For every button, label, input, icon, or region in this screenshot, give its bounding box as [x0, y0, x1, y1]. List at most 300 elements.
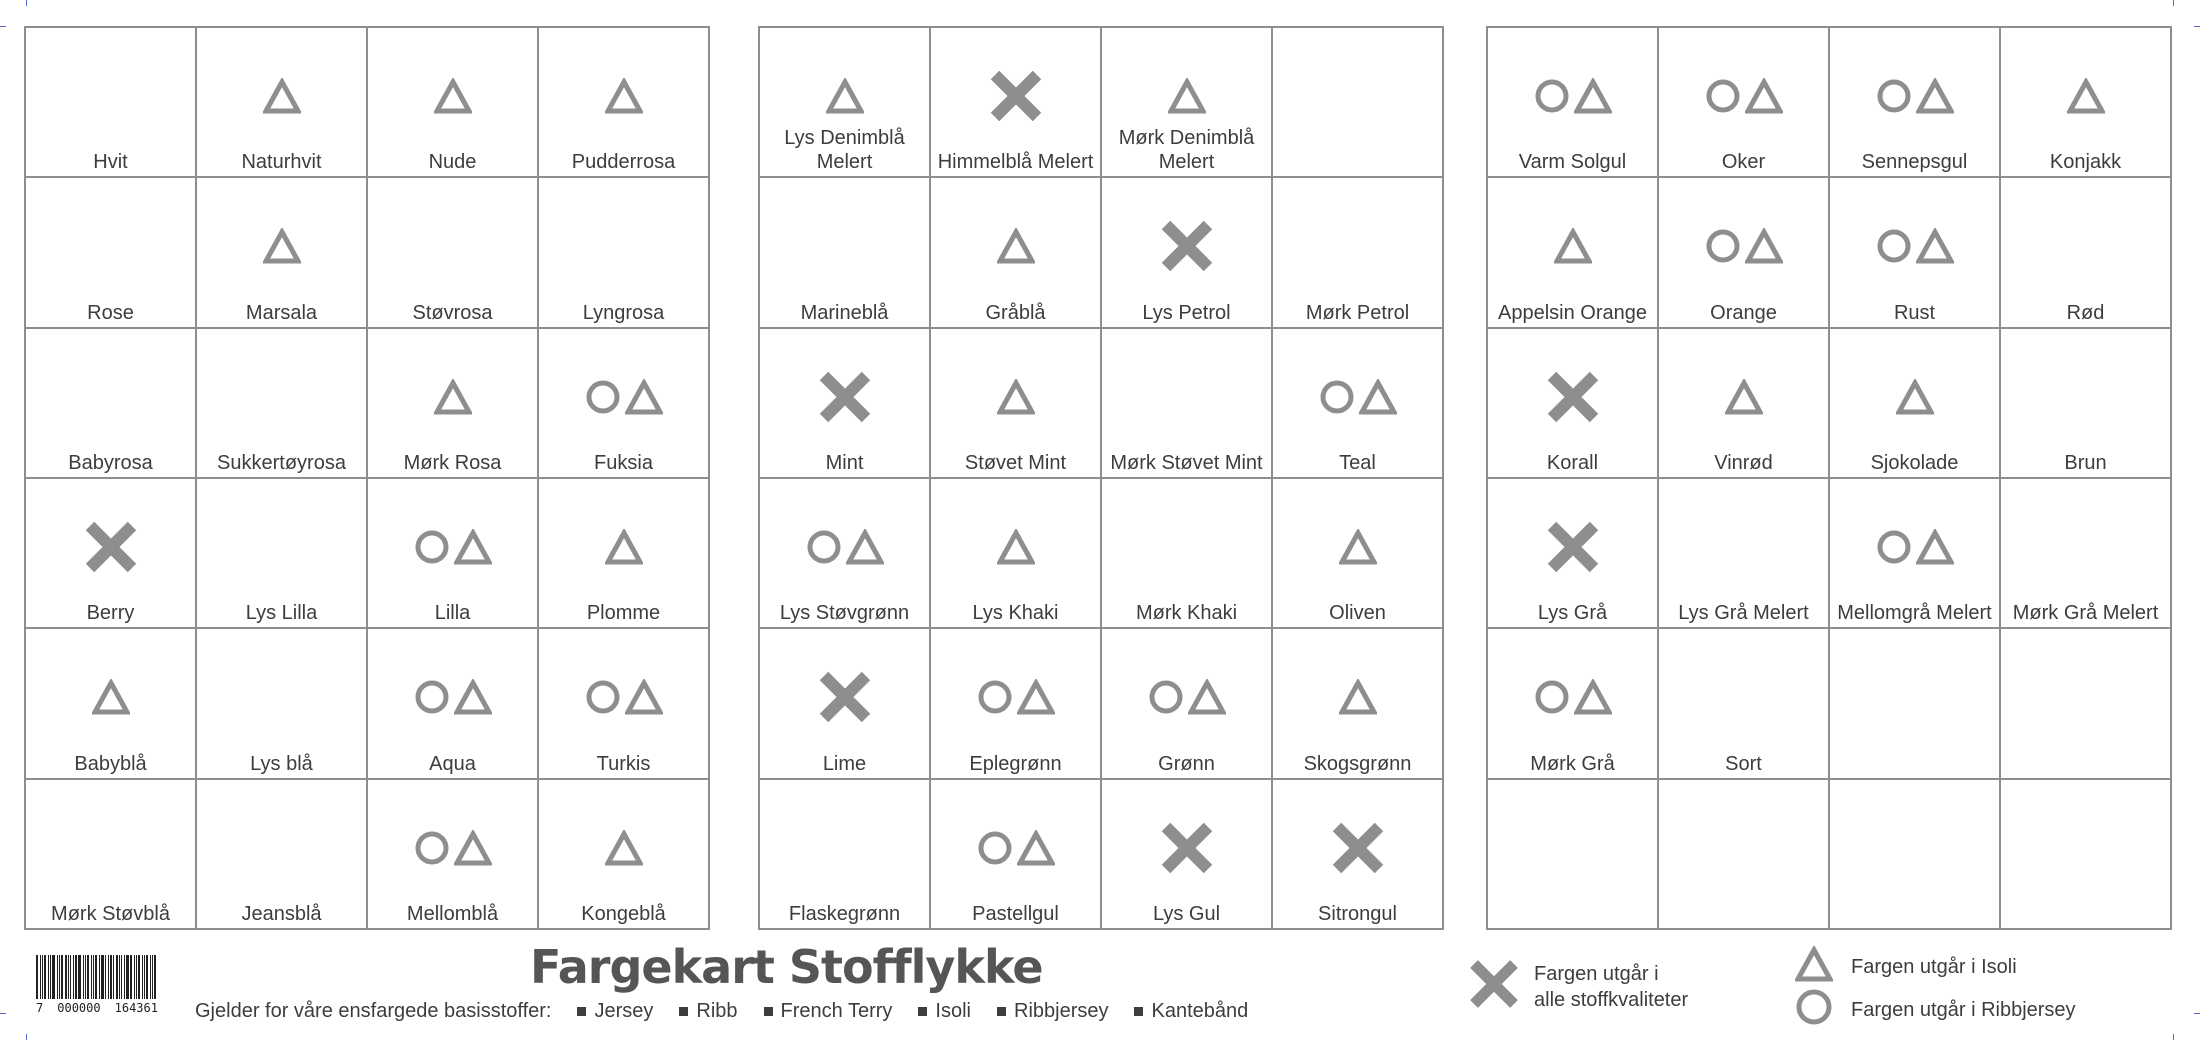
color-cell [197, 28, 368, 178]
color-name: Oker [1721, 151, 1766, 174]
barcode-bar [134, 955, 135, 999]
circle-icon [585, 679, 621, 715]
barcode-bar [48, 955, 49, 999]
color-name: Nude [428, 151, 477, 174]
color-cell [26, 28, 197, 178]
color-name: Mørk Rosa [403, 451, 502, 474]
fabric-item [1134, 1000, 1248, 1023]
color-cell [1102, 780, 1273, 930]
triangle-icon [1916, 228, 1954, 264]
barcode-bar [119, 955, 120, 999]
barcode-bar [65, 955, 67, 999]
color-name: Appelsin Orange [1498, 301, 1647, 324]
circle-icon [414, 679, 450, 715]
x-icon [931, 68, 1100, 124]
crop-mark [0, 26, 6, 27]
color-cell [760, 28, 931, 178]
color-cell [1273, 178, 1444, 328]
color-cell [931, 178, 1102, 328]
triangle-icon [931, 519, 1100, 575]
legend-triangle [1795, 946, 2017, 988]
circle-icon [585, 379, 621, 415]
color-name: Sukkertøyrosa [217, 451, 346, 474]
color-name: Mørk Petrol [1305, 301, 1410, 324]
color-cell [1273, 629, 1444, 779]
barcode-bar [68, 955, 69, 999]
barcode-bar [108, 955, 109, 999]
color-name: Lys Grå [1537, 602, 1608, 625]
color-name: Jeansblå [241, 902, 322, 925]
x-icon [1488, 369, 1657, 425]
color-cell [26, 178, 197, 328]
color-name: Naturhvit [241, 151, 322, 174]
circle-triangle-icon [539, 669, 708, 725]
barcode-bar [95, 955, 97, 999]
color-name: Mørk Grå [1530, 752, 1615, 775]
triangle-icon [1574, 78, 1612, 114]
fabric-label: Jersey [594, 1000, 654, 1022]
color-cell [197, 178, 368, 328]
color-cell [1830, 178, 2001, 328]
x-icon [760, 369, 929, 425]
circle-icon [414, 529, 450, 565]
color-name: Babyblå [74, 752, 147, 775]
barcode-bars [36, 955, 158, 999]
color-name: Lilla [434, 602, 471, 625]
color-name: Korall [1546, 451, 1599, 474]
barcode-bar [146, 955, 148, 999]
fabric-item [577, 1000, 653, 1023]
color-name: Pastellgul [972, 902, 1059, 925]
barcode-bar [87, 955, 89, 999]
triangle-icon [539, 68, 708, 124]
triangle-icon [26, 669, 195, 725]
color-cell [1830, 329, 2001, 479]
legend-circle-text: Fargen utgår i Ribbjersey [1851, 998, 2076, 1021]
circle-icon [1534, 78, 1570, 114]
color-cell [1830, 629, 2001, 779]
page-title: Fargekart Stofflykke [530, 940, 1043, 994]
barcode-bar [57, 955, 58, 999]
crop-mark [26, 0, 27, 6]
triangle-icon [368, 68, 537, 124]
color-name: Berry [86, 602, 135, 625]
color-grid-3 [1486, 26, 2172, 930]
color-name: Lys Støvgrønn [779, 602, 910, 625]
color-cell [760, 780, 931, 930]
legend-x [1468, 958, 1688, 1016]
circle-triangle-icon [931, 669, 1100, 725]
crop-mark [2194, 1013, 2200, 1014]
circle-triangle-icon [368, 519, 537, 575]
color-cell [2001, 28, 2172, 178]
fabric-label: Ribb [696, 1000, 738, 1022]
circle-triangle-icon [368, 820, 537, 876]
barcode-bar [52, 955, 55, 999]
color-cell [1830, 28, 2001, 178]
circle-icon [977, 830, 1013, 866]
color-cell [1273, 28, 1444, 178]
color-name: Rød [2066, 301, 2105, 324]
color-cell [931, 479, 1102, 629]
color-name: Teal [1339, 451, 1376, 474]
barcode-bar [44, 955, 46, 999]
color-name: Lys Khaki [972, 602, 1059, 625]
legend-x-line2: alle stoffkvaliteter [1534, 989, 1689, 1011]
triangle-icon [197, 218, 366, 274]
barcode-bar [83, 955, 84, 999]
color-name: Aqua [429, 752, 476, 775]
color-cell [368, 479, 539, 629]
triangle-icon [2001, 68, 2170, 124]
fabric-label: French Terry [780, 1000, 893, 1022]
barcode-bar [59, 955, 60, 999]
fabric-item [679, 1000, 737, 1023]
triangle-icon [1488, 218, 1657, 274]
color-name: Oliven [1329, 602, 1386, 625]
barcode-bar [116, 955, 118, 999]
color-cell [760, 178, 931, 328]
barcode-bar [113, 955, 114, 999]
triangle-icon [931, 218, 1100, 274]
color-name: Lys Gul [1152, 902, 1221, 925]
color-cell [539, 479, 710, 629]
x-icon [1102, 218, 1271, 274]
triangle-icon [1745, 78, 1783, 114]
barcode-lead: 7 [36, 1001, 44, 1015]
barcode-bar [121, 955, 122, 999]
triangle-icon [454, 830, 492, 866]
color-name: Brun [2064, 451, 2107, 474]
crop-mark [0, 1013, 6, 1014]
circle-triangle-icon [1488, 68, 1657, 124]
color-name: Støvrosa [412, 301, 493, 324]
circle-triangle-icon [1488, 669, 1657, 725]
color-name: Rose [87, 301, 134, 324]
color-name: Lys Denimblå Melert [784, 127, 905, 174]
barcode-bar [150, 955, 151, 999]
barcode-bar [110, 955, 112, 999]
color-grid-1 [24, 26, 710, 930]
color-cell [1273, 329, 1444, 479]
barcode-bar [85, 955, 86, 999]
circle-triangle-icon [1102, 669, 1271, 725]
triangle-icon [1017, 830, 1055, 866]
color-cell [1273, 780, 1444, 930]
triangle-icon [1017, 679, 1055, 715]
x-icon [1488, 519, 1657, 575]
color-cell [539, 329, 710, 479]
triangle-icon [846, 529, 884, 565]
color-cell [197, 479, 368, 629]
color-cell [931, 629, 1102, 779]
color-cell [2001, 329, 2172, 479]
x-icon [1273, 820, 1442, 876]
x-icon [1468, 958, 1520, 1016]
color-cell [539, 178, 710, 328]
color-name: Plomme [586, 602, 661, 625]
color-name: Mørk Denimblå Melert [1118, 127, 1255, 174]
color-cell [368, 178, 539, 328]
triangle-icon [368, 369, 537, 425]
triangle-icon [1916, 78, 1954, 114]
color-name: Sitrongul [1318, 902, 1397, 925]
barcode-bar [124, 955, 125, 999]
color-cell [1102, 178, 1273, 328]
color-cell [368, 780, 539, 930]
color-cell [2001, 479, 2172, 629]
barcode-bar [91, 955, 92, 999]
color-name: Vinrød [1714, 451, 1773, 474]
triangle-icon [1574, 679, 1612, 715]
color-name: Lys blå [250, 752, 313, 775]
color-cell [368, 28, 539, 178]
color-cell [1659, 178, 1830, 328]
circle-triangle-icon [1659, 68, 1828, 124]
barcode-bar [73, 955, 74, 999]
barcode-bar [130, 955, 132, 999]
triangle-icon [1659, 369, 1828, 425]
color-name: Hvit [93, 151, 128, 174]
color-cell [1830, 780, 2001, 930]
color-name: Gråblå [985, 301, 1046, 324]
color-cell [539, 629, 710, 779]
color-name: Lys Grå Melert [1678, 602, 1809, 625]
barcode-bar [99, 955, 100, 999]
barcode-bar [70, 955, 71, 999]
barcode-bar [50, 955, 51, 999]
circle-icon [1705, 78, 1741, 114]
bullet-icon [918, 1007, 927, 1016]
barcode-bar [101, 955, 104, 999]
barcode-bar [40, 955, 41, 999]
color-name: Mint [825, 451, 864, 474]
color-cell [1488, 479, 1659, 629]
color-cell [1102, 28, 1273, 178]
color-grid-2 [758, 26, 1444, 930]
color-name: Lys Petrol [1142, 301, 1231, 324]
color-cell [26, 479, 197, 629]
barcode-bar [42, 955, 43, 999]
color-name: Kongeblå [581, 902, 666, 925]
barcode-number [36, 1001, 158, 1015]
barcode-bar [93, 955, 94, 999]
color-cell [197, 780, 368, 930]
circle-icon [1876, 78, 1912, 114]
barcode-bar [75, 955, 77, 999]
color-cell [1273, 479, 1444, 629]
color-cell [1102, 329, 1273, 479]
barcode-bar [144, 955, 145, 999]
triangle-icon [1795, 946, 1833, 988]
triangle-icon [1359, 379, 1397, 415]
circle-icon [1876, 228, 1912, 264]
color-name: Lys Lilla [245, 602, 318, 625]
color-name: Varm Solgul [1518, 151, 1627, 174]
triangle-icon [625, 679, 663, 715]
barcode-bar [152, 955, 153, 999]
color-cell [2001, 629, 2172, 779]
triangle-icon [454, 529, 492, 565]
color-cell [931, 28, 1102, 178]
triangle-icon [1102, 68, 1271, 124]
barcode-bar [126, 955, 129, 999]
color-cell [1488, 329, 1659, 479]
circle-triangle-icon [1273, 369, 1442, 425]
x-icon [1102, 820, 1271, 876]
circle-triangle-icon [368, 669, 537, 725]
color-name: Lyngrosa [582, 301, 665, 324]
color-cell [1488, 629, 1659, 779]
bullet-icon [679, 1007, 688, 1016]
triangle-icon [625, 379, 663, 415]
triangle-icon [1830, 369, 1999, 425]
barcode-bar [105, 955, 106, 999]
color-name: Rust [1893, 301, 1936, 324]
color-cell [1659, 479, 1830, 629]
crop-mark [26, 1034, 27, 1040]
circle-icon [1876, 529, 1912, 565]
applies-label: Gjelder for våre ensfargede basisstoffer: [195, 1000, 552, 1022]
color-name: Konjakk [2049, 151, 2122, 174]
color-name: Orange [1710, 301, 1777, 324]
crop-mark [2173, 1034, 2174, 1040]
color-cell [1659, 629, 1830, 779]
circle-icon [977, 679, 1013, 715]
color-cell [368, 329, 539, 479]
circle-triangle-icon [1659, 218, 1828, 274]
color-cell [760, 479, 931, 629]
bullet-icon [577, 1007, 586, 1016]
circle-triangle-icon [760, 519, 929, 575]
color-name: Turkis [596, 752, 651, 775]
color-name: Flaskegrønn [788, 902, 901, 925]
color-cell [1659, 28, 1830, 178]
x-icon [760, 669, 929, 725]
color-name: Sennepsgul [1861, 151, 1968, 174]
color-cell [2001, 178, 2172, 328]
legend-triangle-text: Fargen utgår i Isoli [1851, 955, 2017, 978]
color-cell [26, 629, 197, 779]
fabric-label: Kantebånd [1151, 1000, 1249, 1022]
circle-triangle-icon [1830, 68, 1999, 124]
barcode-bar [142, 955, 143, 999]
color-cell [760, 629, 931, 779]
triangle-icon [1745, 228, 1783, 264]
color-name: Marsala [245, 301, 318, 324]
triangle-icon [1916, 529, 1954, 565]
bullet-icon [1134, 1007, 1143, 1016]
triangle-icon [539, 519, 708, 575]
circle-icon [414, 830, 450, 866]
circle-triangle-icon [931, 820, 1100, 876]
triangle-icon [197, 68, 366, 124]
barcode [36, 955, 158, 1017]
color-name: Eplegrønn [969, 752, 1062, 775]
applies-line [195, 1000, 1274, 1023]
color-cell [197, 629, 368, 779]
color-cell [1659, 780, 1830, 930]
triangle-icon [931, 369, 1100, 425]
bullet-icon [997, 1007, 1006, 1016]
color-name: Støvet Mint [964, 451, 1067, 474]
color-cell [1659, 329, 1830, 479]
color-cell [26, 329, 197, 479]
fabric-label: Ribbjersey [1014, 1000, 1109, 1022]
circle-icon [806, 529, 842, 565]
barcode-bar [36, 955, 38, 999]
color-name: Pudderrosa [571, 151, 676, 174]
circle-triangle-icon [1830, 519, 1999, 575]
triangle-icon [1273, 669, 1442, 725]
triangle-icon [1188, 679, 1226, 715]
color-cell [2001, 780, 2172, 930]
color-cell [368, 629, 539, 779]
color-cell [1102, 479, 1273, 629]
color-cell [26, 780, 197, 930]
barcode-end: 164361 [114, 1001, 158, 1015]
color-name: Mørk Grå Melert [2012, 602, 2159, 625]
color-name: Grønn [1158, 752, 1215, 775]
color-cell [1102, 629, 1273, 779]
color-cell [760, 329, 931, 479]
triangle-icon [539, 820, 708, 876]
circle-icon [1148, 679, 1184, 715]
color-cell [539, 28, 710, 178]
color-cell [1488, 28, 1659, 178]
color-name: Sort [1725, 752, 1762, 775]
barcode-bar [61, 955, 63, 999]
fabric-item [764, 1000, 893, 1023]
legend-circle [1795, 988, 2076, 1032]
color-cell [931, 329, 1102, 479]
color-cell [931, 780, 1102, 930]
triangle-icon [454, 679, 492, 715]
circle-icon [1534, 679, 1570, 715]
barcode-bar [138, 955, 140, 999]
fabric-label: Isoli [935, 1000, 971, 1022]
color-cell [1488, 178, 1659, 328]
crop-mark [2173, 0, 2174, 6]
legend-x-line1: Fargen utgår i [1534, 963, 1659, 985]
barcode-middle: 000000 [57, 1001, 101, 1015]
color-cell [1830, 479, 2001, 629]
circle-icon [1795, 988, 1833, 1032]
color-name: Himmelblå Melert [937, 151, 1094, 174]
x-icon [26, 519, 195, 575]
triangle-icon [760, 68, 929, 124]
color-name: Skogsgrønn [1303, 752, 1412, 775]
circle-triangle-icon [539, 369, 708, 425]
color-name: Marineblå [800, 301, 889, 324]
circle-triangle-icon [1830, 218, 1999, 274]
color-name: Mørk Støvet Mint [1110, 451, 1263, 474]
color-name: Sjokolade [1870, 451, 1959, 474]
circle-icon [1705, 228, 1741, 264]
fabric-item [918, 1000, 971, 1023]
color-name: Mørk Khaki [1135, 602, 1238, 625]
color-name: Babyrosa [68, 451, 153, 474]
bullet-icon [764, 1007, 773, 1016]
color-cell [539, 780, 710, 930]
color-name: Mellomblå [406, 902, 499, 925]
fabric-item [997, 1000, 1108, 1023]
color-name: Lime [822, 752, 867, 775]
color-name: Mørk Støvblå [51, 902, 170, 925]
barcode-bar [136, 955, 137, 999]
color-cell [1488, 780, 1659, 930]
color-name: Fuksia [594, 451, 653, 474]
